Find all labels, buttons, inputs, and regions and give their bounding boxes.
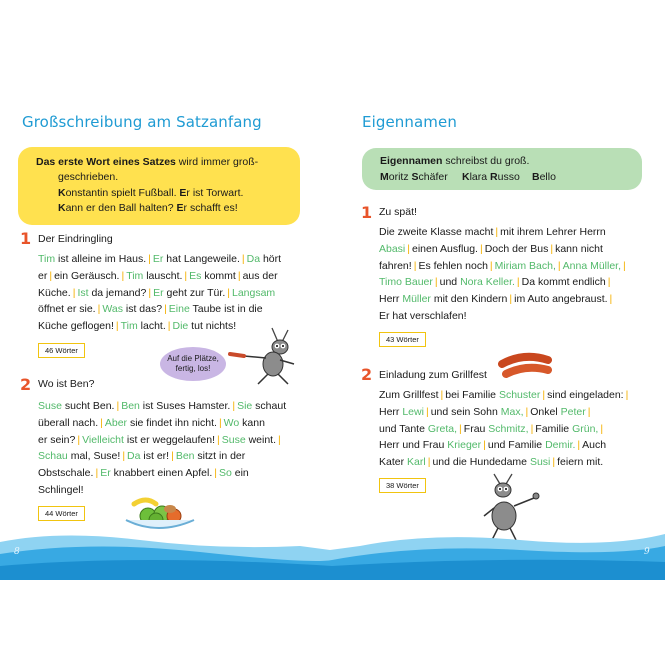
text-segment: da jemand?	[88, 286, 147, 299]
text-segment: ein Geräusch.	[54, 269, 120, 282]
sausages-icon	[496, 350, 554, 380]
divider-mark: |	[116, 400, 120, 412]
divider-mark: |	[407, 242, 410, 255]
divider-mark: |	[413, 259, 417, 272]
text-segment: E	[176, 202, 184, 214]
bottom-wave-decoration	[0, 510, 665, 580]
word-count-badge: 44 Wörter	[38, 506, 85, 521]
text-line	[379, 224, 641, 241]
text-segment: aus der	[242, 269, 278, 282]
text-line	[38, 448, 300, 465]
highlighted-word: Max,	[500, 405, 524, 418]
divider-mark: |	[495, 226, 499, 238]
text-segment: feiern mit.	[557, 456, 604, 469]
divider-mark: |	[97, 303, 101, 316]
word-count-badge: 46 Wörter	[38, 343, 85, 358]
highlighted-word: Timo Bauer	[379, 276, 433, 289]
text-segment: mit ihrem Lehrer Herrn	[500, 226, 606, 238]
text-segment: geht zur Tür.	[163, 286, 226, 299]
divider-mark: |	[542, 389, 546, 401]
exercise-number-2: 2	[20, 375, 32, 394]
divider-mark: |	[479, 242, 483, 255]
text-segment: mal, Suse!	[67, 450, 121, 463]
text-segment: r schafft es!	[183, 202, 238, 214]
text-segment: und sein Sohn	[430, 405, 501, 418]
divider-mark: |	[77, 433, 81, 446]
highlighted-word: Wo	[223, 416, 240, 429]
divider-mark: |	[49, 269, 53, 282]
highlighted-word: Eine	[168, 303, 190, 316]
highlighted-word: Karl	[407, 456, 426, 469]
exercise-number-1: 1	[20, 229, 32, 248]
highlighted-word: Tim	[120, 320, 138, 333]
divider-mark: |	[600, 422, 604, 435]
word-count-badge: 43 Wörter	[379, 332, 426, 347]
text-segment: ist das?	[122, 303, 163, 316]
rule-example-moritz	[380, 170, 448, 185]
text-segment: und Tante	[379, 422, 428, 435]
highlighted-word: Da	[246, 253, 261, 265]
highlighted-word: Was	[102, 303, 123, 316]
text-line	[38, 415, 300, 432]
text-segment: chäfer	[418, 171, 448, 183]
highlighted-word: Ben	[121, 400, 140, 412]
divider-mark: |	[525, 405, 529, 418]
divider-mark: |	[489, 259, 493, 272]
text-segment: sucht Ben.	[61, 400, 115, 412]
word-count-badge: 38 Wörter	[379, 478, 426, 493]
highlighted-word: Krieger	[447, 439, 482, 452]
text-segment: oritz	[388, 171, 412, 183]
text-segment: kommt	[201, 269, 236, 282]
highlighted-word: Er	[100, 467, 111, 480]
text-segment: lara	[469, 171, 491, 183]
divider-mark: |	[425, 405, 429, 418]
exercise-title-wo-ist-ben: Wo ist Ben?	[38, 378, 95, 390]
exercise-text-eindringling	[38, 251, 300, 335]
divider-mark: |	[184, 269, 188, 282]
text-segment: Frau	[463, 422, 489, 435]
exercise-number-1: 1	[361, 203, 373, 222]
highlighted-word: Miriam Bach,	[494, 259, 556, 272]
divider-mark: |	[227, 286, 230, 299]
text-segment: Küche geflogen!	[38, 320, 114, 333]
text-line	[38, 398, 300, 415]
text-segment: K	[58, 187, 66, 199]
text-segment: Herr	[379, 405, 403, 418]
text-segment: öffnet er sie.	[38, 303, 96, 316]
divider-mark: |	[218, 416, 222, 429]
exercise-title-zu-spaet: Zu spät!	[379, 206, 417, 218]
text-segment: Doch der Bus	[484, 242, 549, 255]
text-line	[379, 308, 641, 325]
divider-mark: |	[530, 422, 534, 435]
right-rule-box	[362, 148, 642, 190]
highlighted-word: Tim	[126, 269, 144, 282]
text-line	[38, 251, 300, 268]
text-segment: K	[58, 202, 66, 214]
text-segment: ann er den Ball halten?	[65, 202, 177, 214]
text-segment: Die zweite Klasse macht	[379, 226, 494, 238]
text-segment: im Auto angebraust.	[514, 293, 608, 306]
highlighted-word: Die	[172, 320, 189, 333]
highlighted-word: Nora Keller.	[460, 276, 515, 289]
text-segment: er sein?	[38, 433, 76, 446]
text-segment: Auch	[582, 439, 607, 452]
highlighted-word: Er	[153, 286, 164, 299]
highlighted-word: Lewi	[402, 405, 424, 418]
divider-mark: |	[625, 389, 629, 401]
text-segment: schaut	[252, 400, 287, 412]
text-segment: Herr	[379, 293, 403, 306]
text-segment: sie findet ihn nicht.	[127, 416, 217, 429]
highlighted-word: Peter	[560, 405, 586, 418]
divider-mark: |	[214, 467, 217, 480]
rule-example-1	[58, 186, 243, 201]
ant-runner-icon	[226, 326, 306, 388]
text-segment: lauscht.	[143, 269, 183, 282]
highlighted-word: Abasi	[379, 242, 406, 255]
highlighted-word: Susi	[529, 456, 551, 469]
highlighted-word: Da	[127, 450, 141, 463]
divider-mark: |	[217, 433, 220, 446]
text-line	[38, 301, 300, 318]
divider-mark: |	[171, 450, 174, 463]
text-segment: kann	[239, 416, 265, 429]
left-page-title: Großschreibung am Satzanfang	[22, 113, 262, 131]
text-segment: Onkel	[530, 405, 561, 418]
divider-mark: |	[557, 259, 561, 272]
text-segment: tut nichts!	[188, 320, 237, 333]
exercise-text-zu-spaet	[379, 224, 641, 325]
highlighted-word: Anna Müller,	[562, 259, 622, 272]
text-segment: R	[490, 171, 498, 183]
divider-mark: |	[607, 276, 611, 289]
exercise-text-grillfest	[379, 387, 641, 471]
divider-mark: |	[122, 450, 126, 463]
text-segment: hört	[260, 253, 282, 265]
highlighted-word: Grün,	[572, 422, 599, 435]
highlighted-word: Sie	[237, 400, 253, 412]
rule-text-2: geschrieben.	[58, 171, 119, 183]
page-number-left: 8	[14, 547, 20, 557]
text-segment: r ist Torwart.	[186, 187, 244, 199]
divider-mark: |	[164, 303, 167, 316]
divider-mark: |	[100, 416, 103, 429]
text-segment: Schlingel!	[38, 483, 84, 496]
text-line	[379, 274, 641, 291]
text-segment: einen Ausflug.	[412, 242, 478, 255]
divider-mark: |	[148, 253, 151, 265]
divider-mark: |	[237, 269, 241, 282]
text-segment: und die Hundedame	[432, 456, 530, 469]
text-segment: mit den Kindern	[430, 293, 508, 306]
highlighted-word: Schau	[38, 450, 68, 463]
text-segment: onstantin spielt Fußball.	[65, 187, 180, 199]
text-line	[379, 241, 641, 258]
text-segment: K	[462, 171, 470, 183]
divider-mark: |	[115, 320, 119, 333]
text-segment: ello	[539, 171, 556, 183]
text-segment: ist er weggelaufen!	[123, 433, 215, 446]
highlighted-word: Müller	[402, 293, 431, 306]
text-segment: er	[38, 269, 48, 282]
highlighted-word: Demir.	[545, 439, 576, 452]
divider-mark: |	[509, 293, 513, 306]
divider-mark: |	[623, 259, 626, 272]
text-segment: Zum Grillfest	[379, 389, 439, 401]
right-page-title: Eigennamen	[362, 113, 457, 131]
text-segment: sind eingeladen:	[547, 389, 624, 401]
text-segment: Küche.	[38, 286, 71, 299]
divider-mark: |	[587, 405, 591, 418]
divider-mark: |	[121, 269, 125, 282]
divider-mark: |	[550, 242, 554, 255]
page-number-right: 9	[644, 547, 650, 557]
highlighted-word: Aber	[104, 416, 128, 429]
text-segment: überall nach.	[38, 416, 99, 429]
rule-text: Das erste Wort eines Satzes wird immer groß-	[36, 156, 259, 168]
text-segment: usso	[497, 171, 520, 183]
text-segment: kann nicht	[555, 242, 603, 255]
text-segment: weint.	[245, 433, 277, 446]
rule-text: Eigennamen schreibst du groß.	[380, 155, 530, 167]
text-line	[379, 437, 641, 454]
text-line	[379, 258, 641, 275]
text-segment: und	[439, 276, 461, 289]
text-segment: ein	[231, 467, 249, 480]
text-segment: Kater	[379, 456, 408, 469]
text-segment: M	[380, 171, 389, 183]
text-segment: fahren!	[379, 259, 412, 272]
highlighted-word: Suse	[221, 433, 246, 446]
divider-mark: |	[278, 433, 281, 446]
text-line	[38, 465, 300, 482]
divider-mark: |	[167, 320, 171, 333]
text-segment: Obstschale.	[38, 467, 94, 480]
text-segment: knabbert einen Apfel.	[110, 467, 213, 480]
text-line	[38, 285, 300, 302]
divider-mark: |	[459, 422, 462, 435]
text-segment: S	[411, 171, 419, 183]
text-line	[379, 454, 641, 471]
exercise-text-wo-ist-ben	[38, 398, 300, 499]
divider-mark: |	[232, 400, 236, 412]
text-segment: B	[532, 171, 540, 183]
text-segment: Er hat verschlafen!	[379, 309, 467, 322]
text-segment: und Familie	[487, 439, 546, 452]
rule-example-2	[58, 201, 238, 216]
speech-bubble: Auf die Plätze, fertig, los!	[160, 347, 226, 381]
rule-example-klara	[462, 170, 520, 185]
highlighted-word: Schuster	[498, 389, 541, 401]
text-segment: hat Langeweile.	[163, 253, 240, 265]
highlighted-word: Schmitz,	[488, 422, 529, 435]
divider-mark: |	[434, 276, 438, 289]
text-segment: lacht.	[137, 320, 166, 333]
text-line	[379, 387, 641, 404]
divider-mark: |	[483, 439, 486, 452]
divider-mark: |	[95, 467, 99, 480]
exercise-title-grillfest: Einladung zum Grillfest	[379, 369, 487, 381]
text-segment: ist er!	[140, 450, 170, 463]
divider-mark: |	[516, 276, 520, 289]
highlighted-word: Ben	[175, 450, 195, 463]
highlighted-word: Langsam	[231, 286, 276, 299]
text-segment: Herr und Frau	[379, 439, 448, 452]
text-segment: ist Suses Hamster.	[139, 400, 231, 412]
divider-mark: |	[552, 456, 556, 469]
divider-mark: |	[148, 286, 152, 299]
text-segment: Es fehlen noch	[418, 259, 488, 272]
left-rule-box	[18, 147, 300, 225]
divider-mark: |	[427, 456, 431, 469]
text-segment: Da kommt endlich	[521, 276, 606, 289]
text-segment: Taube ist in die	[189, 303, 263, 316]
text-segment: bei Familie	[445, 389, 499, 401]
highlighted-word: Tim	[38, 253, 56, 265]
highlighted-word: Suse	[38, 400, 62, 412]
exercise-title-eindringling: Der Eindringling	[38, 233, 113, 245]
divider-mark: |	[440, 389, 444, 401]
divider-mark: |	[72, 286, 76, 299]
text-line	[379, 291, 641, 308]
text-line	[379, 421, 641, 438]
rule-example-bello	[532, 170, 556, 185]
highlighted-word: Er	[152, 253, 164, 265]
text-line	[38, 268, 300, 285]
highlighted-word: Ist	[77, 286, 89, 299]
exercise-number-2: 2	[361, 365, 373, 384]
highlighted-word: Greta,	[427, 422, 458, 435]
text-line	[379, 404, 641, 421]
text-segment: ist alleine im Haus.	[55, 253, 147, 265]
text-segment: E	[179, 187, 187, 199]
divider-mark: |	[241, 253, 245, 265]
highlighted-word: So	[219, 467, 232, 480]
text-segment: sitzt in der	[194, 450, 246, 463]
divider-mark: |	[577, 439, 581, 452]
text-line	[38, 432, 300, 449]
highlighted-word: Es	[189, 269, 202, 282]
text-segment: Familie	[535, 422, 573, 435]
highlighted-word: Vielleicht	[82, 433, 124, 446]
divider-mark: |	[609, 293, 613, 306]
